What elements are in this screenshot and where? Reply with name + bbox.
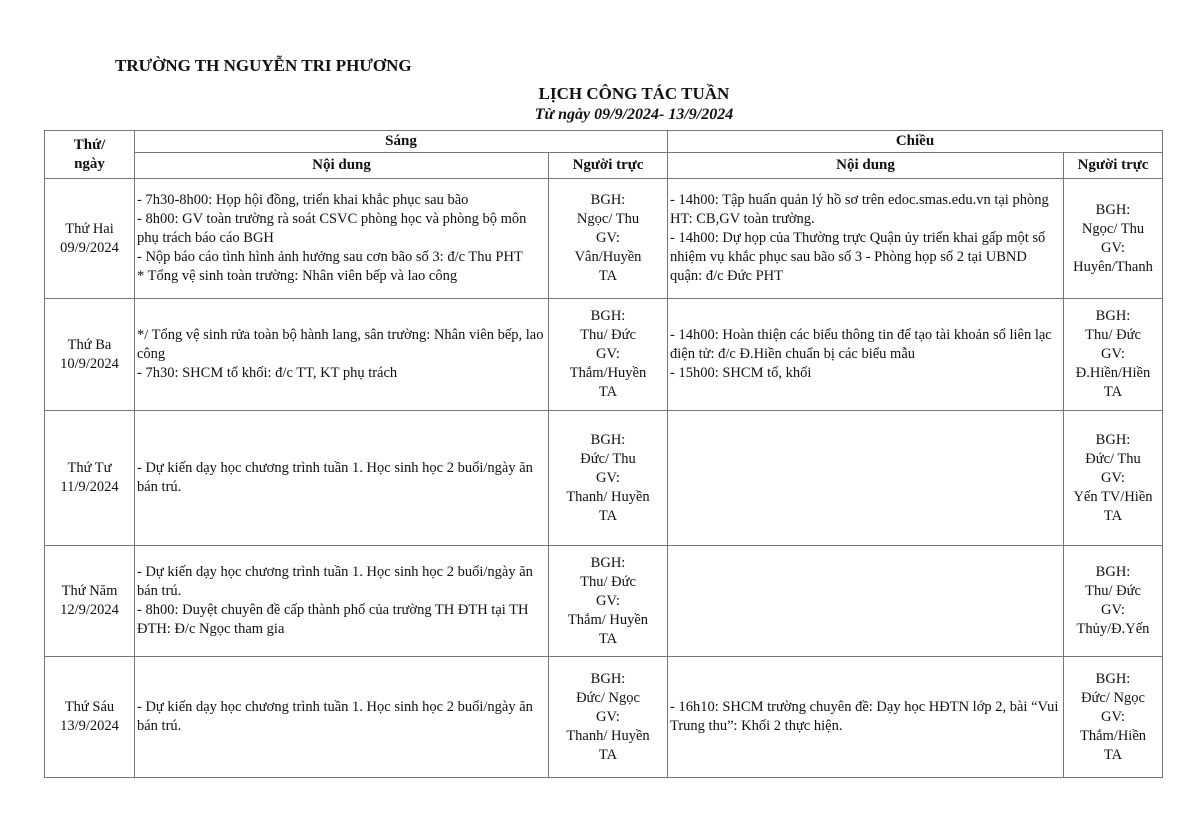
school-name: TRƯỜNG TH NGUYỄN TRI PHƯƠNG	[115, 56, 412, 75]
table-row	[45, 299, 1163, 411]
header-pm-duty: Người trực	[1064, 153, 1163, 179]
table-row	[45, 411, 1163, 546]
afternoon-content	[668, 411, 1064, 546]
table-row	[45, 657, 1163, 778]
morning-content: - Dự kiến dạy học chương trình tuần 1. Học sinh học 2 buổi/ngày ăn bán trú.	[135, 657, 549, 778]
day-cell: Thứ Hai 09/9/2024	[45, 179, 135, 299]
header-pm-content: Nội dung	[668, 153, 1064, 179]
afternoon-content: - 14h00: Hoàn thiện các biểu thông tin để tạo tài khoản sổ liên lạc điện tử: đ/c Đ.Hiền chuẩn bị các biểu mẫu - 15h00: SHCM tổ, khối	[668, 299, 1064, 411]
morning-duty: BGH: Đức/ Thu GV: Thanh/ Huyền TA	[549, 411, 668, 546]
afternoon-content	[668, 546, 1064, 657]
afternoon-duty: BGH: Thu/ Đức GV: Thủy/Đ.Yến	[1064, 546, 1163, 657]
afternoon-content: - 16h10: SHCM trường chuyên đề: Dạy học HĐTN lớp 2, bài “Vui Trung thu”: Khối 2 thực hiện.	[668, 657, 1064, 778]
morning-duty: BGH: Thu/ Đức GV: Thắm/ Huyền TA	[549, 546, 668, 657]
table-row	[45, 179, 1163, 299]
day-cell: Thứ Năm 12/9/2024	[45, 546, 135, 657]
morning-content: - 7h30-8h00: Họp hội đồng, triển khai khắc phục sau bão - 8h00: GV toàn trường rà soát CSVC phòng học và phòng bộ môn phụ trách báo cáo BGH - Nộp báo cáo tình hình ảnh hưởng sau cơn bão số 3: đ/c Thu PHT * Tổng vệ sinh toàn trường: Nhân viên bếp và lao công	[135, 179, 549, 299]
header-afternoon: Chiều	[668, 131, 1163, 153]
document-title: LỊCH CÔNG TÁC TUẦN	[538, 84, 730, 103]
morning-duty: BGH: Ngọc/ Thu GV: Vân/Huyền TA	[549, 179, 668, 299]
header-day: Thứ/ ngày	[45, 131, 135, 179]
day-cell: Thứ Sáu 13/9/2024	[45, 657, 135, 778]
header-morning: Sáng	[135, 131, 668, 153]
morning-content: - Dự kiến dạy học chương trình tuần 1. Học sinh học 2 buổi/ngày ăn bán trú.	[135, 411, 549, 546]
afternoon-duty: BGH: Đức/ Thu GV: Yến TV/Hiền TA	[1064, 411, 1163, 546]
day-cell: Thứ Tư 11/9/2024	[45, 411, 135, 546]
day-cell: Thứ Ba 10/9/2024	[45, 299, 135, 411]
afternoon-duty: BGH: Đức/ Ngọc GV: Thắm/Hiền TA	[1064, 657, 1163, 778]
afternoon-duty: BGH: Thu/ Đức GV: Đ.Hiền/Hiền TA	[1064, 299, 1163, 411]
morning-content: */ Tổng vệ sinh rửa toàn bộ hành lang, sân trường: Nhân viên bếp, lao công - 7h30: SHCM tổ khối: đ/c TT, KT phụ trách	[135, 299, 549, 411]
morning-duty: BGH: Thu/ Đức GV: Thắm/Huyền TA	[549, 299, 668, 411]
header-am-content: Nội dung	[135, 153, 549, 179]
table-row	[45, 546, 1163, 657]
afternoon-content: - 14h00: Tập huấn quản lý hồ sơ trên edoc.smas.edu.vn tại phòng HT: CB,GV toàn trường. - 14h00: Dự họp của Thường trực Quận ủy triển khai gấp một số nhiệm vụ khắc phục sau bão số 3 - Phòng họp số 2 tại UBND quận: đ/c Đức PHT	[668, 179, 1064, 299]
afternoon-duty: BGH: Ngọc/ Thu GV: Huyên/Thanh	[1064, 179, 1163, 299]
morning-duty: BGH: Đức/ Ngọc GV: Thanh/ Huyền TA	[549, 657, 668, 778]
header-am-duty: Người trực	[549, 153, 668, 179]
schedule-table	[44, 130, 1163, 778]
morning-content: - Dự kiến dạy học chương trình tuần 1. Học sinh học 2 buổi/ngày ăn bán trú. - 8h00: Duyệt chuyên đề cấp thành phố của trường TH ĐTH tại TH ĐTH: Đ/c Ngọc tham gia	[135, 546, 549, 657]
date-range: Từ ngày 09/9/2024- 13/9/2024	[534, 106, 734, 123]
